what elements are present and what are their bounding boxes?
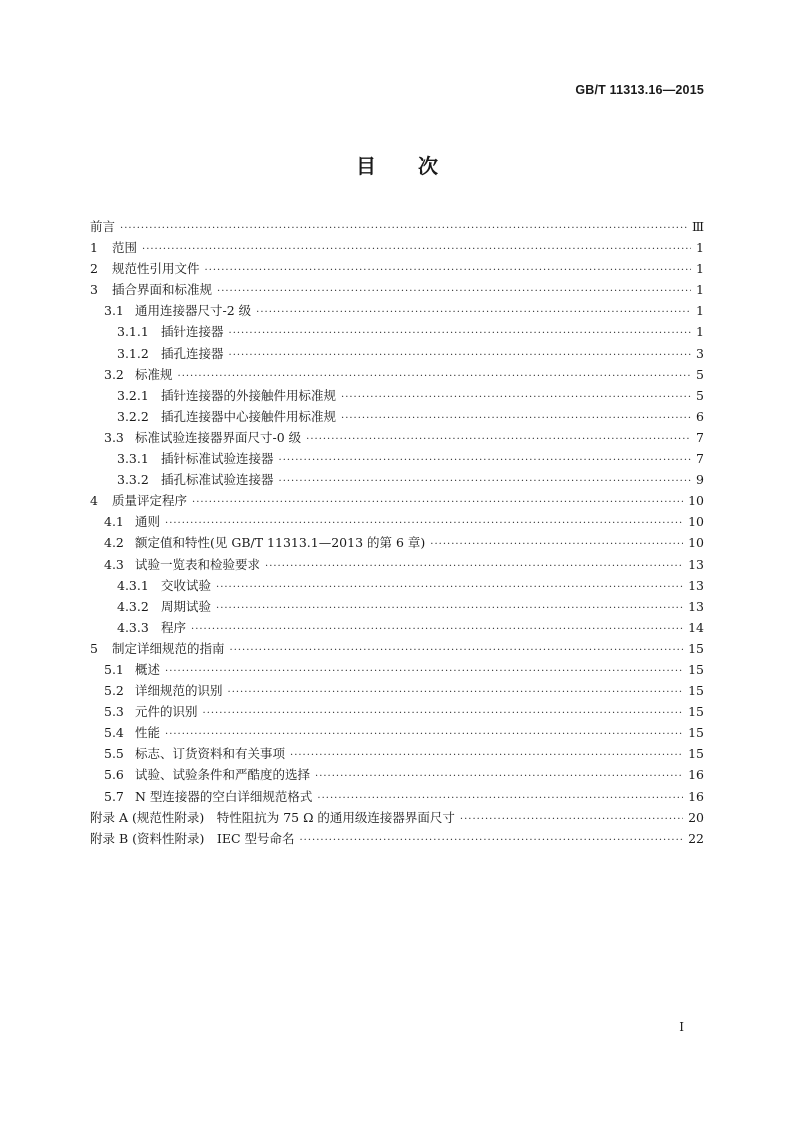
dot-leader [217, 281, 691, 302]
dot-leader [300, 830, 684, 851]
toc-entry-number: 3.3 [104, 429, 124, 445]
toc-entry-page: 6 [696, 408, 704, 424]
toc-entry[interactable] [90, 343, 704, 364]
toc-entry-page: 15 [688, 683, 704, 699]
dot-leader [203, 703, 684, 724]
toc-entry-label: 质量评定程序 [112, 493, 188, 509]
toc-entry-number: 4.2 [104, 535, 124, 551]
toc-entry-label: 附录 B (资料性附录) IEC 型号命名 [90, 830, 295, 846]
dot-leader [192, 492, 683, 513]
toc-entry-page: 10 [688, 514, 704, 530]
dot-leader [191, 619, 683, 640]
toc-entry-label: 交收试验 [161, 577, 212, 593]
dot-leader [120, 218, 687, 239]
toc-entry-number: 4.3 [104, 556, 124, 572]
dot-leader [315, 766, 683, 787]
toc-entry-label: 性能 [135, 725, 161, 741]
toc-entry[interactable] [90, 490, 704, 511]
toc-entry-number: 4.3.2 [117, 598, 149, 614]
toc-entry-page: Ⅲ [691, 219, 704, 234]
toc-entry[interactable] [90, 722, 704, 743]
dot-leader [341, 408, 691, 429]
toc-entry-page: 10 [688, 493, 704, 509]
toc-entry-number: 3.1.1 [117, 324, 149, 340]
dot-leader [430, 534, 683, 555]
page-number: I [679, 1020, 684, 1034]
toc-entry[interactable] [90, 469, 704, 490]
toc-entry-number: 5 [90, 640, 98, 656]
toc-entry-label: 周期试验 [161, 598, 212, 614]
dot-leader [279, 471, 691, 492]
toc-entry-number: 5.5 [104, 746, 124, 762]
dot-leader [230, 640, 684, 661]
toc-entry[interactable] [90, 554, 704, 575]
toc-entry[interactable] [90, 216, 704, 237]
toc-entry-page: 5 [696, 366, 704, 382]
dot-leader [165, 724, 683, 745]
toc-entry-page: 20 [688, 809, 704, 825]
toc-entry-label: 通用连接器尺寸-2 级 [135, 303, 252, 319]
toc-entry[interactable] [90, 743, 704, 764]
dot-leader [460, 809, 683, 830]
toc-entry-page: 1 [696, 261, 704, 277]
toc-entry[interactable] [90, 321, 704, 342]
toc-entry-label: 通则 [135, 514, 161, 530]
toc-entry-page: 15 [688, 746, 704, 762]
toc-entry-label: 标志、订货资料和有关事项 [135, 746, 286, 762]
toc-entry-page: 1 [696, 303, 704, 319]
toc-entry-label: 元件的识别 [135, 704, 198, 720]
toc-entry-label: 附录 A (规范性附录) 特性阻抗为 75 Ω 的通用级连接器界面尺寸 [90, 809, 455, 825]
toc-entry[interactable] [90, 701, 704, 722]
page-title: 目次 [356, 154, 480, 178]
toc-entry-page: 5 [696, 387, 704, 403]
toc-entry[interactable] [90, 406, 704, 427]
table-of-contents [90, 216, 704, 849]
toc-entry-label: 试验、试验条件和严酷度的选择 [135, 767, 311, 783]
toc-entry-label: 插孔连接器 [161, 345, 224, 361]
dot-leader [341, 387, 691, 408]
toc-entry-label: 额定值和特性(见 GB/T 11313.1—2013 的第 6 章) [135, 535, 426, 551]
toc-entry-page: 13 [688, 598, 704, 614]
toc-entry-number: 5.2 [104, 683, 124, 699]
dot-leader [228, 682, 684, 703]
toc-entry[interactable] [90, 764, 704, 785]
toc-entry-page: 9 [696, 472, 704, 488]
toc-entry[interactable] [90, 300, 704, 321]
dot-leader [290, 745, 683, 766]
toc-entry[interactable] [90, 617, 704, 638]
toc-entry-label: 插孔连接器中心接触件用标准规 [161, 408, 337, 424]
dot-leader [178, 366, 691, 387]
toc-entry-label: 详细规范的识别 [135, 683, 223, 699]
toc-entry-label: 插针标准试验连接器 [161, 451, 274, 467]
toc-entry-number: 3.3.1 [117, 451, 149, 467]
toc-entry-label: 插针连接器 [161, 324, 224, 340]
toc-entry-label: 标准试验连接器界面尺寸-0 级 [135, 429, 302, 445]
toc-entry-number: 3.2.2 [117, 408, 149, 424]
dot-leader [205, 260, 691, 281]
toc-entry-page: 7 [696, 429, 704, 445]
toc-entry-page: 1 [696, 282, 704, 298]
toc-entry-page: 13 [688, 556, 704, 572]
toc-entry-number: 3.3.2 [117, 472, 149, 488]
dot-leader [165, 513, 683, 534]
toc-entry[interactable] [90, 659, 704, 680]
toc-entry-label: 制定详细规范的指南 [112, 640, 225, 656]
toc-entry-number: 5.4 [104, 725, 124, 741]
dot-leader [165, 661, 683, 682]
toc-entry[interactable] [90, 364, 704, 385]
toc-entry-number: 3.1.2 [117, 345, 149, 361]
toc-entry-number: 5.6 [104, 767, 124, 783]
dot-leader [142, 239, 691, 260]
toc-entry-label: 前言 [90, 219, 116, 234]
toc-entry-number: 5.1 [104, 661, 124, 677]
toc-entry-page: 13 [688, 577, 704, 593]
toc-entry-number: 3 [90, 282, 98, 298]
toc-entry-label: 范围 [112, 240, 138, 256]
toc-entry[interactable] [90, 427, 704, 448]
toc-entry-number: 3.2.1 [117, 387, 149, 403]
dot-leader [229, 323, 691, 344]
dot-leader [265, 556, 683, 577]
toc-entry[interactable] [90, 807, 704, 828]
toc-entry-label: 规范性引用文件 [112, 261, 200, 277]
toc-entry[interactable] [90, 511, 704, 532]
toc-entry-number: 2 [90, 261, 98, 277]
toc-entry-number: 5.3 [104, 704, 124, 720]
toc-entry-page: 14 [688, 619, 704, 635]
toc-entry[interactable] [90, 828, 704, 849]
toc-entry-label: 试验一览表和检验要求 [135, 556, 261, 572]
toc-entry[interactable] [90, 638, 704, 659]
toc-entry-number: 5.7 [104, 788, 124, 804]
toc-entry-number: 1 [90, 240, 98, 256]
toc-entry-number: 4.3.3 [117, 619, 149, 635]
toc-entry-number: 4.1 [104, 514, 124, 530]
toc-entry-page: 1 [696, 324, 704, 340]
toc-entry[interactable] [90, 258, 704, 279]
toc-entry[interactable] [90, 532, 704, 553]
dot-leader [306, 429, 691, 450]
toc-entry-label: 程序 [161, 619, 187, 635]
toc-entry-page: 3 [696, 345, 704, 361]
toc-entry-page: 15 [688, 640, 704, 656]
dot-leader [216, 598, 683, 619]
toc-entry-label: 概述 [135, 661, 161, 677]
dot-leader [256, 302, 691, 323]
toc-entry[interactable] [90, 237, 704, 258]
toc-entry-label: 插合界面和标准规 [112, 282, 213, 298]
toc-entry[interactable] [90, 279, 704, 300]
toc-entry[interactable] [90, 596, 704, 617]
standard-code: GB/T 11313.16—2015 [575, 83, 704, 97]
toc-entry-label: N 型连接器的空白详细规范格式 [135, 788, 313, 804]
dot-leader [279, 450, 691, 471]
toc-entry-page: 15 [688, 661, 704, 677]
dot-leader [317, 788, 683, 809]
toc-entry-number: 3.1 [104, 303, 124, 319]
toc-entry-page: 15 [688, 704, 704, 720]
dot-leader [216, 577, 683, 598]
toc-entry-number: 4 [90, 493, 98, 509]
toc-entry-page: 7 [696, 451, 704, 467]
toc-entry-label: 标准规 [135, 366, 173, 382]
toc-entry-page: 22 [688, 830, 704, 846]
toc-entry-label: 插针连接器的外接触件用标准规 [161, 387, 337, 403]
toc-entry[interactable] [90, 575, 704, 596]
toc-entry[interactable] [90, 680, 704, 701]
toc-entry-page: 15 [688, 725, 704, 741]
toc-entry[interactable] [90, 448, 704, 469]
toc-entry-page: 16 [688, 788, 704, 804]
toc-entry-page: 1 [696, 240, 704, 256]
toc-entry-number: 3.2 [104, 366, 124, 382]
toc-entry-page: 16 [688, 767, 704, 783]
toc-entry[interactable] [90, 786, 704, 807]
toc-entry-label: 插孔标准试验连接器 [161, 472, 274, 488]
toc-entry-page: 10 [688, 535, 704, 551]
toc-entry-number: 4.3.1 [117, 577, 149, 593]
dot-leader [229, 345, 691, 366]
toc-entry[interactable] [90, 385, 704, 406]
